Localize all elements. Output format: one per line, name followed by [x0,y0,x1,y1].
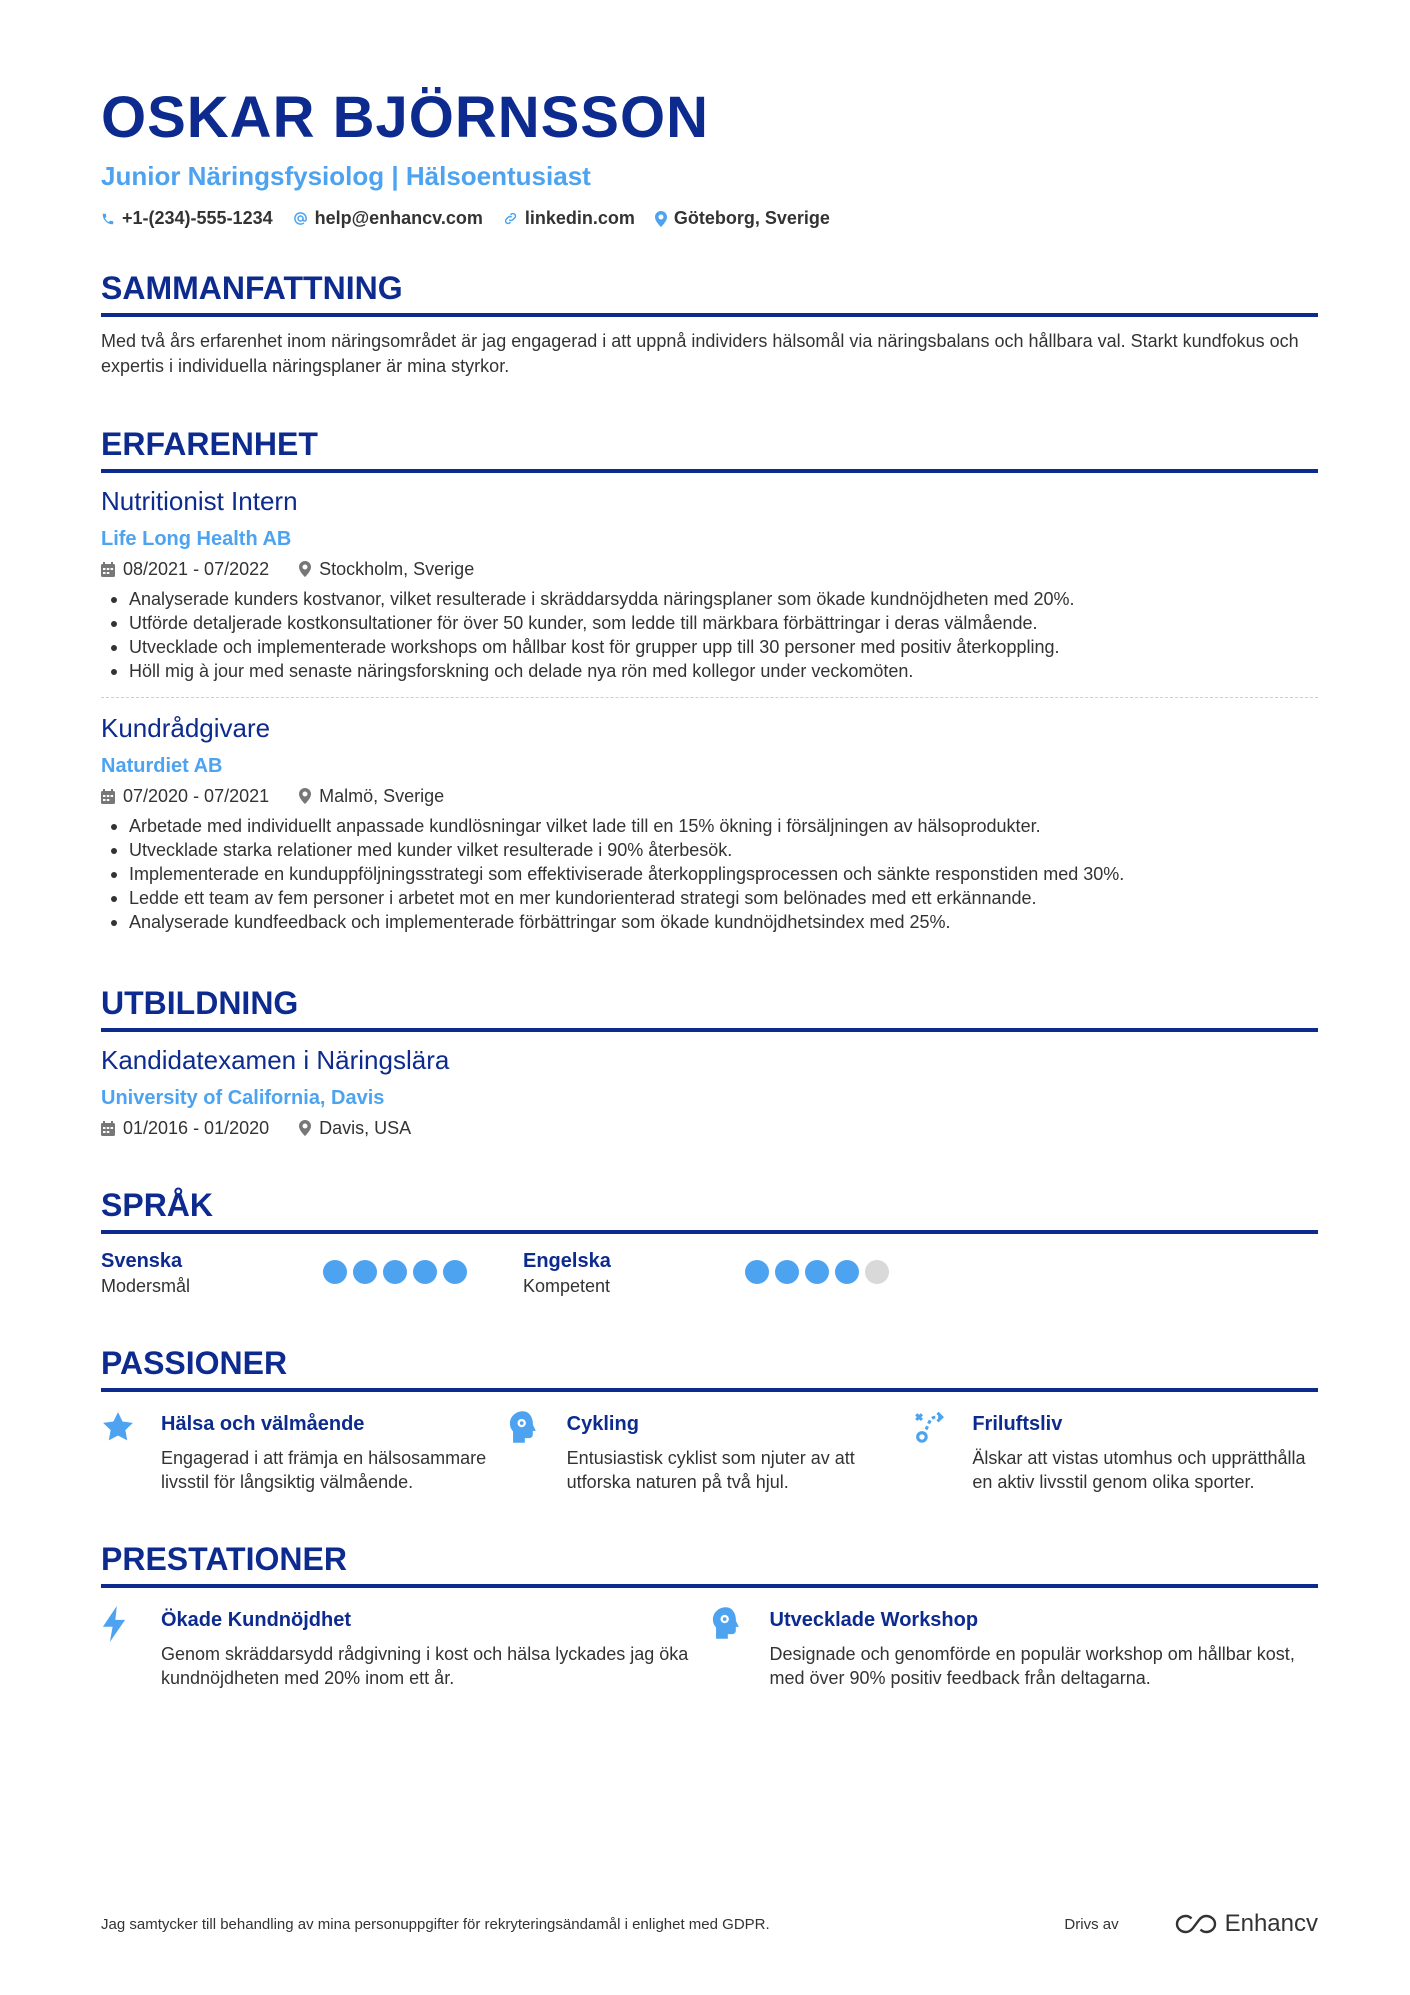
job-location-text: Malmö, Sverige [319,786,445,806]
job-bullets [101,587,1318,683]
achievement-title: Utvecklade Workshop [769,1609,979,1631]
job-entry [101,483,1318,683]
job-bullet: Analyserade kundfeedback och implementerade förbättringar som ökade kundnöjdhetsindex med 25%. [101,910,1318,934]
candidate-subtitle: Junior Näringsfysiolog | Hälsoentusiast [101,161,591,191]
passion-desc: Älskar att vistas utomhus och upprätthålla en aktiv livsstil genom olika sporter. [972,1448,1306,1492]
star-icon [101,1410,135,1444]
job-location [299,784,444,808]
job-company: Naturdiet AB [101,755,223,777]
language-name: Engelska [523,1250,611,1272]
job-dates [101,557,269,581]
location-pin-icon [299,1120,311,1136]
candidate-name: OSKAR BJÖRNSSON [101,85,709,150]
rating-dot-empty [865,1260,889,1284]
language-item [101,1248,523,1298]
bolt-icon [101,1606,127,1642]
language-list [101,1248,1318,1298]
education-dates-text: 01/2016 - 01/2020 [123,1118,270,1138]
passion-desc: Entusiastisk cyklist som njuter av att utforska naturen på två hjul. [566,1448,855,1492]
rating-dot-filled [323,1260,347,1284]
rating-dot-filled [745,1260,769,1284]
route-icon [912,1410,946,1444]
achievement-desc: Genom skräddarsydd rådgivning i kost och hälsa lyckades jag öka kundnöjdheten med 20% inom ett år. [161,1644,689,1688]
contact-linkedin[interactable] [503,208,635,229]
location-text: Göteborg, Sverige [673,208,830,228]
gdpr-consent: Jag samtycker till behandling av mina personuppgifter för rekryteringsändamål i enlighet med GDPR. [101,1915,770,1933]
calendar-icon [101,789,115,804]
language-level: Kompetent [523,1276,611,1296]
language-rating [323,1260,467,1298]
contact-email[interactable] [293,208,483,229]
job-bullet: Ledde ett team av fem personer i arbetet mot en mer kundorienterad strategi som belönades med ett erkännande. [101,886,1318,910]
contact-phone[interactable] [101,208,273,229]
languages-section [101,1184,1318,1298]
rating-dot-filled [413,1260,437,1284]
degree-title: Kandidatexamen i Näringslära [101,1045,450,1075]
school-name: University of California, Davis [101,1087,385,1109]
enhancv-logo[interactable] [1173,1910,1318,1938]
job-divider [101,697,1318,698]
location-pin-icon [299,561,311,577]
language-name: Svenska [101,1250,183,1272]
location-pin-icon [655,211,667,227]
phone-text: +1-(234)-555-1234 [122,208,273,228]
rating-dot-filled [353,1260,377,1284]
job-bullet: Arbetade med individuellt anpassade kundlösningar vilket lade till en 15% ökning i försäljningen av hälsoprodukter. [101,814,1318,838]
enhancv-logo-icon [1173,1913,1219,1935]
linkedin-text: linkedin.com [524,208,635,228]
calendar-icon [101,1121,115,1136]
rating-dot-filled [383,1260,407,1284]
contact-location [655,208,830,229]
powered-by-label: Drivs av [1064,1915,1119,1933]
job-bullet: Implementerade en kunduppföljningsstrategi som effektiviserade återkopplingsprocessen och sänkte responstiden med 30%. [101,862,1318,886]
rating-dot-filled [443,1260,467,1284]
achievement-title: Ökade Kundnöjdhet [161,1609,351,1631]
achievements-section [101,1538,1318,1690]
job-location-text: Stockholm, Sverige [319,559,475,579]
job-title: Nutritionist Intern [101,486,298,516]
passion-desc: Engagerad i att främja en hälsosammare livsstil för långsiktig välmående. [161,1448,487,1492]
achievement-list [101,1606,1318,1690]
languages-title: SPRÅK [101,1184,1318,1234]
summary-title: SAMMANFATTNING [101,267,1318,317]
job-entry [101,710,1318,934]
contact-row [101,208,1318,229]
passions-section [101,1342,1318,1494]
passion-item [101,1410,507,1494]
achievement-item [710,1606,1319,1690]
job-bullet: Analyserade kunders kostvanor, vilket resulterade i skräddarsydda näringsplaner som ökade kundnöjdheten med 20%. [101,587,1318,611]
language-item [523,1248,945,1298]
job-location [299,557,474,581]
job-bullets [101,814,1318,934]
language-level: Modersmål [101,1276,191,1296]
passion-item [912,1410,1318,1494]
head-icon [710,1606,742,1640]
job-title: Kundrådgivare [101,713,271,743]
passion-item [507,1410,913,1494]
calendar-icon [101,562,115,577]
experience-title: ERFARENHET [101,423,1318,473]
education-title: UTBILDNING [101,982,1318,1032]
rating-dot-filled [775,1260,799,1284]
achievements-title: PRESTATIONER [101,1538,1318,1588]
job-meta [101,557,1318,581]
resume-page [101,82,1318,1690]
achievement-item [101,1606,710,1690]
link-icon [503,211,518,226]
experience-section [101,423,1318,934]
email-text: help@enhancv.com [314,208,483,228]
job-meta [101,784,1318,808]
location-pin-icon [299,788,311,804]
education-section [101,982,1318,1140]
job-dates-text: 08/2021 - 07/2022 [123,559,270,579]
rating-dot-filled [835,1260,859,1284]
passion-title: Cykling [566,1413,639,1435]
passions-title: PASSIONER [101,1342,1318,1392]
job-bullet: Utvecklade och implementerade workshops om hållbar kost för grupper upp till 30 personer med positiv återkoppling. [101,635,1318,659]
passion-title: Friluftsliv [972,1413,1063,1435]
head-icon [507,1410,539,1444]
passion-title: Hälsa och välmående [161,1413,365,1435]
phone-icon [101,212,115,226]
education-location-text: Davis, USA [319,1118,412,1138]
education-dates [101,1116,269,1140]
language-rating [745,1260,889,1298]
job-bullet: Höll mig à jour med senaste näringsforskning och delade nya rön med kollegor under veckomöten. [101,659,1318,683]
job-dates [101,784,269,808]
job-company: Life Long Health AB [101,528,292,550]
rating-dot-filled [805,1260,829,1284]
job-bullet: Utvecklade starka relationer med kunder vilket resulterade i 90% återbesök. [101,838,1318,862]
footer [101,1910,1318,1938]
job-bullet: Utförde detaljerade kostkonsultationer för över 50 kunder, som ledde till märkbara förbättringar i deras välmående. [101,611,1318,635]
education-meta [101,1116,1318,1140]
education-location [299,1116,411,1140]
job-dates-text: 07/2020 - 07/2021 [123,786,270,806]
enhancv-brand-text: Enhancv [1224,1910,1318,1937]
passion-list [101,1410,1318,1494]
education-entry [101,1042,1318,1140]
summary-text: Med två års erfarenhet inom näringsområdet är jag engagerad i att uppnå individers hälsomål via näringsbalans och hållbara val. Starkt kundfokus och expertis i individuella näringsplaner är mina styrkor. [101,331,1299,376]
at-icon [293,211,308,226]
summary-section [101,267,1318,379]
achievement-desc: Designade och genomförde en populär workshop om hållbar kost, med över 90% positiv feedback från deltagarna. [769,1644,1295,1688]
